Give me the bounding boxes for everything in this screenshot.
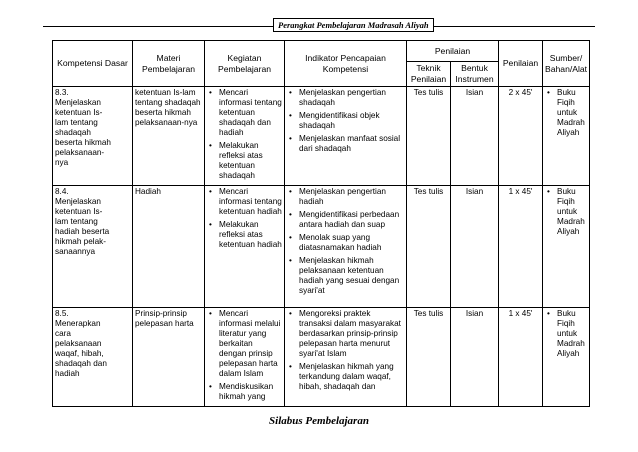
sumber-item: • Buku Fiqih untuk Madrah Aliyah	[557, 88, 587, 138]
indikator-item: • Menjelaskan pengertian shadaqah	[299, 88, 404, 108]
waktu-cell: 1 x 45'	[499, 186, 543, 308]
kegiatan-item: • Melakukan refleksi atas ketentuan shadaqah	[219, 141, 282, 181]
col-penilaian-group: Penilaian	[407, 41, 499, 62]
col-materi: Materi Pembelajaran	[133, 41, 205, 87]
sumber-cell	[543, 308, 590, 407]
table-row	[53, 87, 590, 186]
indikator-item: • Mengidentifikasi objek shadaqah	[299, 111, 404, 131]
indikator-item: • Menjelaskan pengertian hadiah	[299, 187, 404, 207]
col-teknik: Teknik Penilaian	[407, 62, 451, 87]
col-sumber: Sumber/ Bahan/Alat	[543, 41, 590, 87]
bentuk-cell: Isian	[451, 308, 499, 407]
kd-cell	[53, 186, 133, 308]
indikator-cell	[285, 186, 407, 308]
kegiatan-item: • Melakukan refleksi atas ketentuan hadiah	[219, 220, 282, 250]
teknik-cell: Tes tulis	[407, 87, 451, 186]
col-kegiatan: Kegiatan Pembelajaran	[205, 41, 285, 87]
kegiatan-item: • Mencari informasi melalui literatur yang berkaitan dengan prinsip pelepasan harta dalam Islam	[219, 309, 282, 379]
footer-title: Silabus Pembelajaran	[269, 415, 369, 427]
indikator-item: • Menjelaskan hikmah pelaksanaan ketentuan hadiah yang sesuai dengan syari'at	[299, 256, 404, 296]
waktu-cell: 2 x 45'	[499, 87, 543, 186]
materi-cell: Prinsip-prinsip pelepasan harta	[133, 308, 205, 407]
teknik-cell: Tes tulis	[407, 186, 451, 308]
kd-cell	[53, 308, 133, 407]
indikator-item: • Mengidentifikasi perbedaan antara hadiah dan suap	[299, 210, 404, 230]
materi-cell: ketentuan Is-lam tentang shadaqah beserta hikmah pelaksanaan-nya	[133, 87, 205, 186]
kd-number: 8.3.	[55, 88, 69, 97]
table-row	[53, 186, 590, 308]
col-bentuk: Bentuk Instrumen	[451, 62, 499, 87]
sumber-cell	[543, 87, 590, 186]
header-title: Perangkat Pembelajaran Madrasah Aliyah	[273, 18, 434, 32]
indikator-item: • Menjelaskan hikmah yang terkandung dalam waqaf, hibah, shadaqah dan	[299, 362, 404, 392]
kd-text: Menerapkan cara pelaksanaan waqaf, hibah, shadaqah dan hadiah	[55, 319, 107, 378]
sumber-item: • Buku Fiqih untuk Madrah Aliyah	[557, 309, 587, 359]
indikator-cell	[285, 87, 407, 186]
col-indikator: Indikator Pencapaian Kompetensi	[285, 41, 407, 87]
table-row	[53, 308, 590, 407]
col-penilaian: Penilaian	[499, 41, 543, 87]
bentuk-cell: Isian	[451, 87, 499, 186]
materi-cell: Hadiah	[133, 186, 205, 308]
teknik-cell: Tes tulis	[407, 308, 451, 407]
indikator-item: • Mengoreksi praktek transaksi dalam masyarakat berdasarkan prinsip-prinsip pelepasan harta menurut syari'at Islam	[299, 309, 404, 359]
indikator-item: • Menolak suap yang diatasnamakan hadiah	[299, 233, 404, 253]
sumber-cell	[543, 186, 590, 308]
sumber-item: • Buku Fiqih untuk Madrah Aliyah	[557, 187, 587, 237]
kd-number: 8.4.	[55, 187, 69, 196]
indikator-item: • Menjelaskan manfaat sosial dari shadaqah	[299, 134, 404, 154]
syllabus-table	[52, 40, 590, 407]
bentuk-cell: Isian	[451, 186, 499, 308]
kegiatan-item: • Mendiskusikan hikmah yang	[219, 382, 282, 402]
kegiatan-cell	[205, 186, 285, 308]
kd-text: Menjelaskan ketentuan Is-lam tentang hadiah beserta hikmah pelak-sanaannya	[55, 197, 110, 256]
waktu-cell: 1 x 45'	[499, 308, 543, 407]
kegiatan-item: • Mencari informasi tentang ketentuan shadaqah dan hadiah	[219, 88, 282, 138]
indikator-cell	[285, 308, 407, 407]
col-kompetensi-dasar: Kompetensi Dasar	[53, 41, 133, 87]
kegiatan-cell	[205, 87, 285, 186]
kd-text: Menjelaskan ketentuan Is-lam tentang shadaqah beserta hikmah pelaksanaan-nya	[55, 98, 111, 167]
kd-cell	[53, 87, 133, 186]
kd-number: 8.5.	[55, 309, 69, 318]
kegiatan-cell	[205, 308, 285, 407]
kegiatan-item: • Mencari informasi tentang ketentuan hadiah	[219, 187, 282, 217]
